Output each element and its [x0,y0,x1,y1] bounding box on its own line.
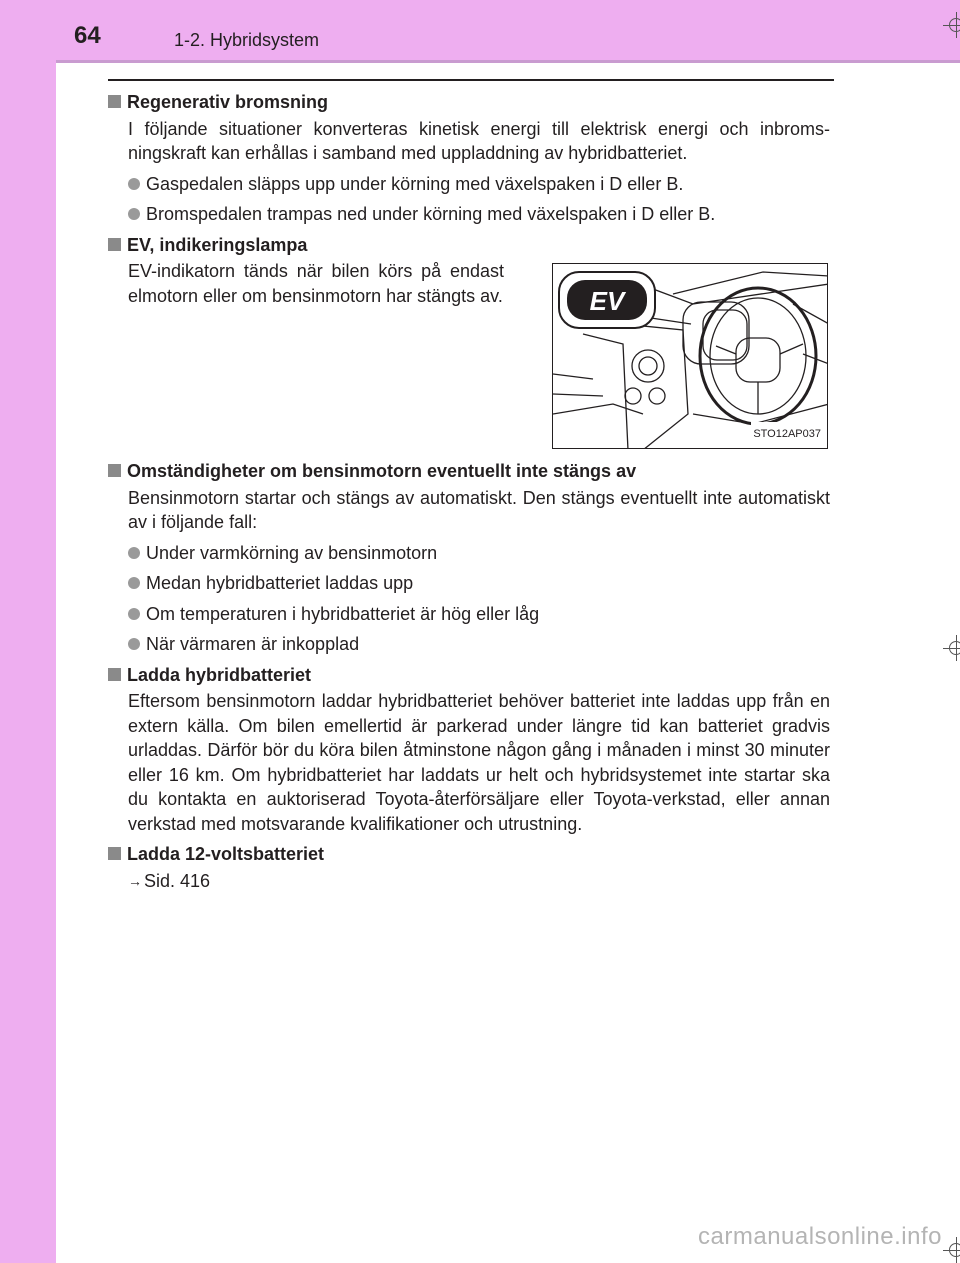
watermark: carmanualsonline.info [698,1223,942,1250]
list-item [108,602,830,627]
section-heading [108,233,830,258]
section-paragraph: Bensinmotorn startar och stängs av automatiskt. Den stängs eventuellt inte automatiskt av i följande fall: [128,487,830,532]
heading-text: Ladda hybridbatteriet [127,664,312,685]
list-item-text: Bromspedalen trampas ned under körning med växelspaken i D eller B. [146,204,716,224]
header-divider [56,60,960,63]
square-bullet-icon [108,95,121,108]
circle-bullet-icon [128,208,140,220]
list-item [108,202,830,227]
section-heading [108,842,830,867]
square-bullet-icon [108,464,121,477]
circle-bullet-icon [128,178,140,190]
figure-code: STO12AP037 [751,422,823,447]
square-bullet-icon [108,668,121,681]
list-item [108,571,830,596]
page-content [108,90,830,899]
dashboard-illustration [552,263,828,449]
crop-mark-icon [943,635,960,661]
crop-mark-icon [943,12,960,38]
section-paragraph: EV-indikatorn tänds när bilen körs på endast elmotorn eller om bensinmotorn har stängts av. [128,261,504,306]
heading-text: Regenerativ bromsning [127,92,329,112]
section-heading [108,90,830,115]
list-item-text: Om temperaturen i hybridbatteriet är hög eller låg [146,603,540,624]
section-charge-12v-battery [108,842,830,893]
list-item-text: Under varmkörning av bensinmotorn [146,542,438,563]
square-bullet-icon [108,847,121,860]
section-engine-not-stopping [108,459,830,657]
section-paragraph: I följande situationer konverteras kinetisk energi till elektrisk energi och inbroms-ningskraft kan erhållas i samband med uppladdning av hybridbatteriet. [128,118,830,163]
crop-mark-icon [943,1237,960,1263]
heading-text: Omständigheter om bensinmotorn eventuellt inte stängs av [127,461,637,481]
section-title: 1-2. Hybridsystem [174,30,320,50]
page-number: 64 [74,22,101,49]
ev-badge-text: EV [589,286,625,316]
heading-text: EV, indikeringslampa [127,234,308,255]
section-charge-hybrid-battery [108,663,830,837]
section-heading [108,459,830,484]
circle-bullet-icon [128,577,140,589]
section-ev-indicator [108,233,830,450]
list-item-text: Gaspedalen släpps upp under körning med växelspaken i D eller B. [146,173,684,194]
list-item [108,172,830,197]
list-item [108,541,830,566]
heading-text: Ladda 12-voltsbatteriet [127,844,325,864]
square-bullet-icon [108,238,121,251]
section-regenerative-braking [108,90,830,227]
circle-bullet-icon [128,638,140,650]
list-item-text: Medan hybridbatteriet laddas upp [146,573,414,593]
side-color-strip [0,0,56,1263]
top-rule [108,79,834,81]
circle-bullet-icon [128,608,140,620]
section-paragraph: Eftersom bensinmotorn laddar hybridbatteriet behöver batteriet inte laddas upp från en extern källa. Om bilen emellertid är parkerad under längre tid kan batteriet gradvis urladdas. Därför bör du köra bilen åtminstone någon gång i månaden i minst 30 minuter eller 16 km. Om hybridbatteriet har laddats ur helt och hybridsystemet inte startar ska du kontakta en auktoriserad Toyota-återförsäljare eller Toyota-verkstad, eller annan verkstad med motsvarande kvalifikationer och utrustning. [128,691,830,834]
section-heading [108,663,830,688]
page-reference-text: Sid. 416 [144,870,211,891]
list-item-text: När värmaren är inkopplad [146,634,360,654]
circle-bullet-icon [128,547,140,559]
ev-row [108,259,830,449]
arrow-right-icon: → [128,872,142,889]
list-item [108,632,830,657]
page-reference-link[interactable] [108,869,830,894]
